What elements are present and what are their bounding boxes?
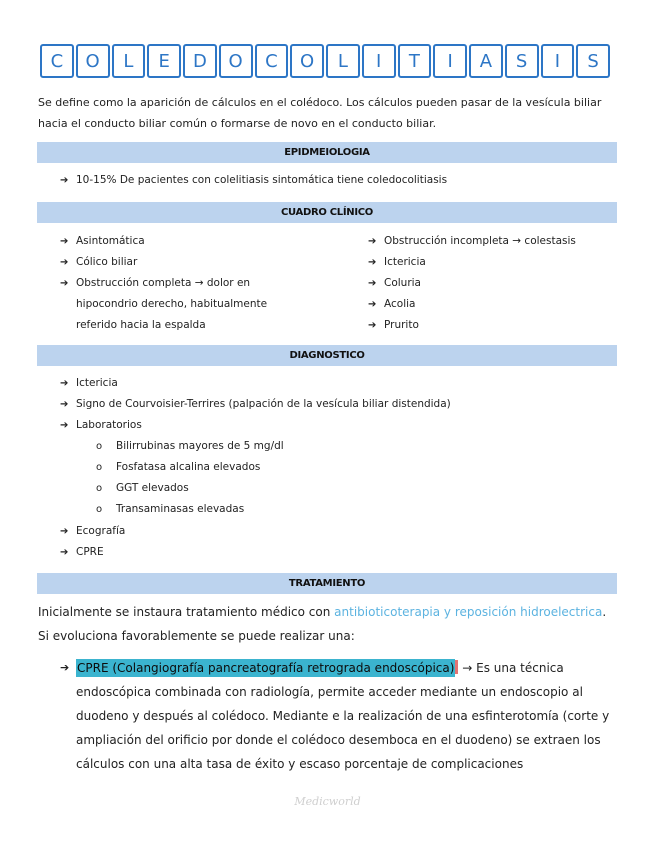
arrow-right-icon: ➔	[368, 278, 377, 289]
section-header-cuadro-clinico: CUADRO CLÍNICO	[37, 202, 617, 223]
title-letter: O	[290, 44, 324, 78]
list-item	[368, 252, 618, 273]
list-item	[60, 231, 300, 252]
list-item	[60, 521, 610, 542]
title-letter: C	[40, 44, 74, 78]
laboratorios-sublist	[96, 436, 596, 520]
list-item	[60, 170, 610, 191]
sublist-item-text: Fosfatasa alcalina elevados	[116, 461, 261, 473]
arrow-right-icon: ➔	[60, 399, 69, 410]
list-item-text: 10-15% De pacientes con colelitiasis sintomática tiene coledocolitiasis	[76, 174, 448, 186]
cpre-list-item	[60, 656, 631, 776]
title-letter: L	[112, 44, 146, 78]
sublist-item-text: GGT elevados	[116, 482, 189, 494]
sublist-item	[96, 499, 596, 520]
list-item-text: Signo de Courvoisier-Terrires (palpación de la vesícula biliar distendida)	[76, 398, 451, 410]
tratamiento-paragraph	[38, 600, 618, 648]
sublist-item-text: Bilirrubinas mayores de 5 mg/dl	[116, 440, 284, 452]
arrow-right-icon: ➔	[368, 236, 377, 247]
arrow-right-icon: ➔	[60, 175, 69, 186]
title-letter: T	[398, 44, 432, 78]
list-item-text: Prurito	[384, 319, 419, 331]
arrow-right-icon: ➔	[60, 526, 69, 537]
arrow-right-icon: ➔	[60, 661, 70, 674]
arrow-right-icon: ➔	[60, 278, 69, 289]
section-header-tratamiento: TRATAMIENTO	[37, 573, 617, 594]
list-item	[60, 542, 610, 563]
title-letter: I	[433, 44, 467, 78]
section-header-diagnostico: DIAGNOSTICO	[37, 345, 617, 366]
list-item-text: Acolia	[384, 298, 416, 310]
list-item-text: CPRE	[76, 546, 104, 558]
intro-paragraph: Se define como la aparición de cálculos en el colédoco. Los cálculos pueden pasar de la vesícula biliar hacia el conducto biliar común o formarse de novo en el conducto biliar.	[38, 96, 602, 130]
diagnostico-list-end	[60, 521, 610, 563]
title-letter: S	[505, 44, 539, 78]
title-letter: C	[255, 44, 289, 78]
arrow-right-icon: ➔	[60, 236, 69, 247]
list-item-text: Coluria	[384, 277, 421, 289]
cuadro-left-list	[60, 231, 300, 336]
tratamiento-text: Inicialmente se instaura tratamiento médico con	[38, 605, 331, 619]
title-letter: D	[183, 44, 217, 78]
sublist-item	[96, 457, 596, 478]
title-letter: L	[326, 44, 360, 78]
title-letter: O	[219, 44, 253, 78]
title-letter: E	[147, 44, 181, 78]
list-item-text: Laboratorios	[76, 419, 142, 431]
arrow-right-icon: ➔	[60, 547, 69, 558]
arrow-right-icon: ➔	[368, 299, 377, 310]
list-item-text: Obstrucción incompleta → colestasis	[384, 235, 576, 247]
title-letter: I	[362, 44, 396, 78]
arrow-right-icon: ➔	[368, 320, 377, 331]
sublist-item	[96, 436, 596, 457]
title-letter: I	[541, 44, 575, 78]
list-item	[60, 394, 610, 415]
list-item-text: Cólico biliar	[76, 256, 138, 268]
list-item	[368, 315, 618, 336]
page-title	[40, 44, 610, 78]
list-item-text: Ictericia	[76, 377, 118, 389]
title-letter: S	[576, 44, 610, 78]
cuadro-right-list	[368, 231, 618, 336]
circle-icon: o	[96, 462, 103, 473]
circle-icon: o	[96, 504, 103, 515]
list-item	[60, 415, 610, 436]
title-letter: A	[469, 44, 503, 78]
list-item	[60, 373, 610, 394]
arrow-right-icon: ➔	[60, 420, 69, 431]
sublist-item-text: Transaminasas elevadas	[116, 503, 245, 515]
highlight-edge-mark	[455, 660, 458, 674]
arrow-right-icon: ➔	[368, 257, 377, 268]
tratamiento-text-end: . Si evoluciona favorablemente se puede realizar una:	[38, 605, 607, 643]
section-header-epidemiologia: EPIDMEIOLOGIA	[37, 142, 617, 163]
epidemiologia-list	[60, 170, 610, 191]
list-item	[60, 252, 300, 273]
cpre-description: → Es una técnica endoscópica combinada con radiología, permite acceder mediante un endoscopio al duodeno y después al colédoco. Mediante e la realización de una esfinterotomía (corte y ampliación del orificio por donde el colédoco desemboca en el duodeno) se extraen los cálculos con una alta tasa de éxito y escaso porcentaje de complicaciones	[76, 661, 610, 771]
circle-icon: o	[96, 441, 103, 452]
watermark: Medicworld	[294, 795, 361, 808]
list-item	[60, 273, 300, 336]
tratamiento-accent-text: antibioticoterapia y reposición hidroelectrica	[334, 605, 603, 619]
list-item-text: Obstrucción completa → dolor en hipocondrio derecho, habitualmente referido hacia la espalda	[76, 277, 268, 331]
list-item-text: Asintomática	[76, 235, 145, 247]
arrow-right-icon: ➔	[60, 257, 69, 268]
diagnostico-list	[60, 373, 610, 436]
list-item	[368, 294, 618, 315]
cpre-highlight: CPRE (Colangiografía pancreatografía retrograda endoscópica)	[77, 661, 455, 675]
list-item	[368, 273, 618, 294]
title-letter: O	[76, 44, 110, 78]
circle-icon: o	[96, 483, 103, 494]
list-item-text: Ecografía	[76, 525, 126, 537]
sublist-item	[96, 478, 596, 499]
list-item	[368, 231, 618, 252]
arrow-right-icon: ➔	[60, 378, 69, 389]
list-item-text: Ictericia	[384, 256, 426, 268]
